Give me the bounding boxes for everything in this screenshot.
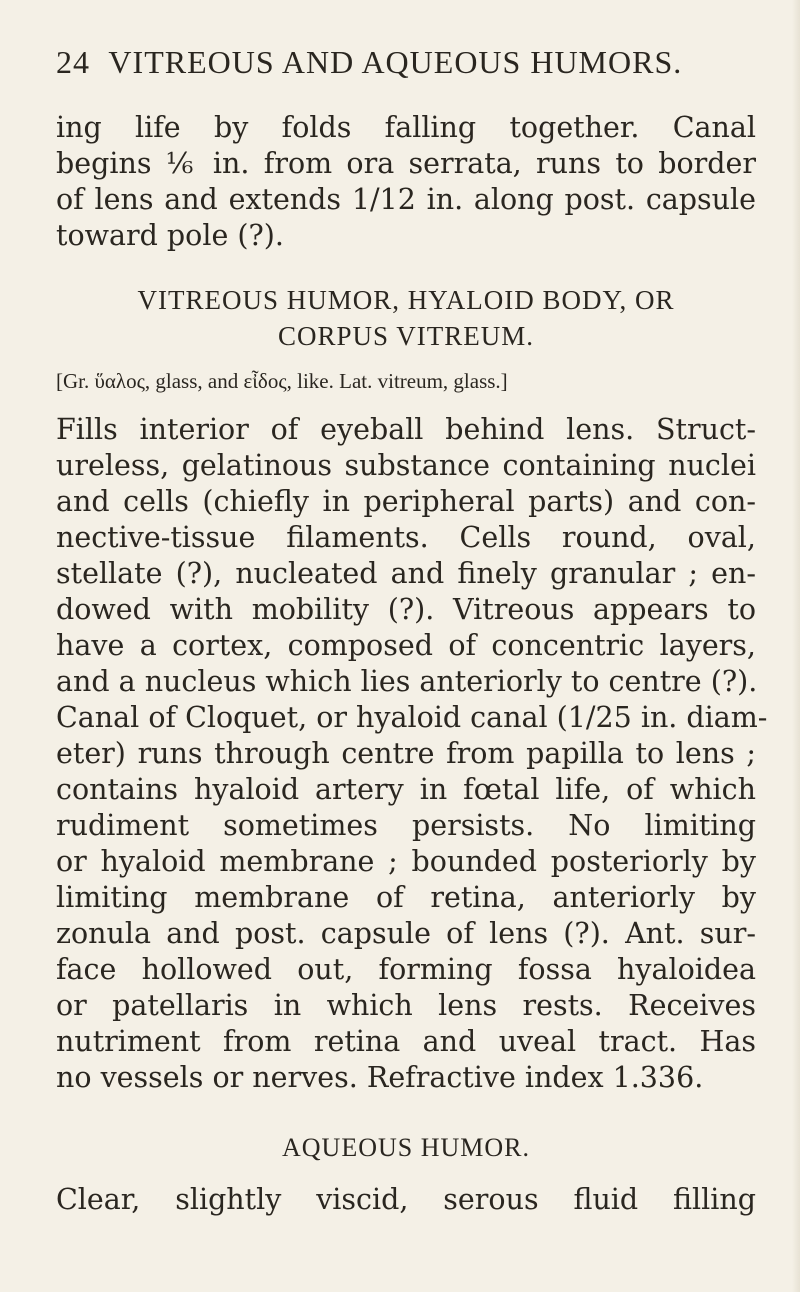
section-heading-vitreous (56, 282, 756, 354)
text-line: ureless, gelatinous substance containing nuclei (56, 449, 756, 482)
etymology-note: [Gr. ὕαλος, glass, and εἶδος, like. Lat. vitreum, glass.] (56, 369, 508, 393)
text-line: begins ⅙ in. from ora serrata, runs to border (56, 147, 756, 180)
text-line: ing life by folds falling together. Canal (56, 111, 756, 144)
heading-line: CORPUS VITREUM. (277, 321, 535, 351)
text-line: Clear, slightly viscid, serous fluid filling (56, 1183, 756, 1216)
text-line: face hollowed out, forming fossa hyaloidea (56, 953, 756, 986)
text-line: nutriment from retina and uveal tract. Has (56, 1025, 756, 1058)
heading-line: VITREOUS HUMOR, HYALOID BODY, OR (137, 285, 675, 315)
page-edge (792, 0, 800, 1292)
text-line: of lens and extends 1/12 in. along post. capsule (56, 183, 756, 216)
text-line: Canal of Cloquet, or hyaloid canal (1/25 in. diam- (56, 701, 768, 734)
text-line: dowed with mobility (?). Vitreous appears to (56, 593, 756, 626)
running-header (56, 44, 736, 81)
text-line: Fills interior of eyeball behind lens. Struct- (56, 413, 756, 446)
text-line: and a nucleus which lies anteriorly to centre (?). (56, 665, 758, 698)
text-line: limiting membrane of retina, anteriorly by (56, 881, 756, 914)
text-line: eter) runs through centre from papilla to lens ; (56, 737, 756, 770)
text-line: have a cortex, composed of concentric layers, (56, 629, 756, 662)
running-title: VITREOUS AND AQUEOUS HUMORS. (108, 44, 683, 80)
page-number: 24 (56, 44, 90, 80)
text-line: or hyaloid membrane ; bounded posteriorly by (56, 845, 756, 878)
text-line: contains hyaloid artery in fœtal life, of which (56, 773, 756, 806)
text-line: zonula and post. capsule of lens (?). Ant. sur- (56, 917, 756, 950)
text-line: or patellaris in which lens rests. Receives (56, 989, 756, 1022)
text-line: toward pole (?). (56, 219, 284, 252)
text-line: rudiment sometimes persists. No limiting (56, 809, 756, 842)
section-heading-aqueous: AQUEOUS HUMOR. (281, 1133, 530, 1162)
aqueous-paragraph (56, 1182, 756, 1218)
intro-paragraph (56, 110, 756, 254)
text-line: and cells (chiefly in peripheral parts) and con- (56, 485, 756, 518)
text-line: no vessels or nerves. Refractive index 1.336. (56, 1061, 704, 1094)
text-line: nective-tissue filaments. Cells round, oval, (56, 521, 756, 554)
vitreous-paragraph (56, 412, 768, 1096)
text-line: stellate (?), nucleated and finely granular ; en- (56, 557, 756, 590)
